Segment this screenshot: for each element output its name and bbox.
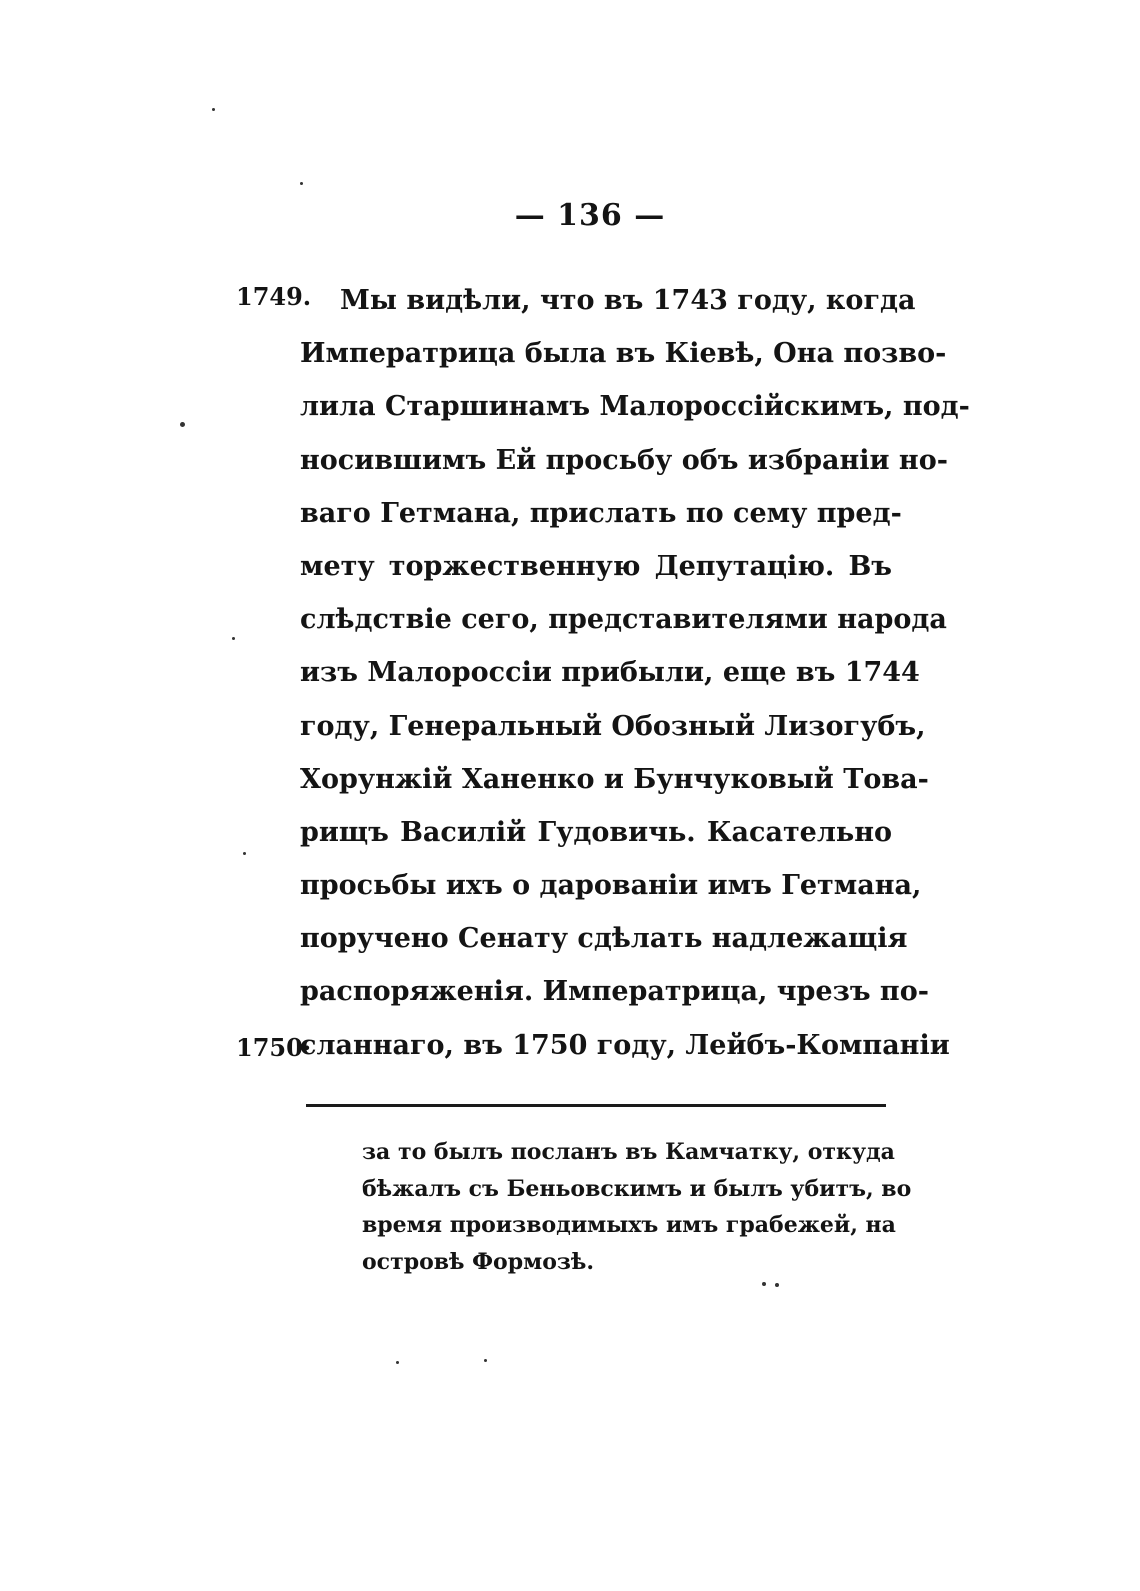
text-line: мету торжественную Депутацію. Въ	[300, 550, 892, 582]
scan-speck	[212, 108, 215, 111]
scan-speck	[762, 1282, 766, 1286]
footnote-line: за то былъ посланъ въ Камчатку, откуда	[362, 1139, 895, 1165]
footnote-block	[362, 1134, 912, 1280]
scan-speck	[396, 1361, 399, 1364]
text-line: году, Генеральный Обозный Лизогубъ,	[300, 710, 926, 742]
text-line: лила Старшинамъ Малороссійскимъ, под-	[300, 391, 970, 423]
main-text-block	[300, 274, 970, 1072]
text-line: рищъ Василій Гудовичь. Касательно	[300, 816, 892, 848]
footnote-divider	[306, 1104, 886, 1107]
scan-speck	[775, 1283, 779, 1287]
text-line: поручено Сенату сдѣлать надлежащія	[300, 923, 908, 955]
text-line: Императрица была въ Кіевѣ, Она позво-	[300, 338, 947, 370]
footnote-line: бѣжалъ съ Беньовскимъ и былъ убитъ, во	[362, 1175, 912, 1202]
text-line: слѣдствіе сего, представителями народа	[300, 604, 947, 636]
text-line: распоряженія. Императрица, чрезъ по-	[300, 976, 929, 1008]
scan-speck	[243, 852, 246, 855]
text-line: Хорунжій Ханенко и Бунчуковый Това-	[300, 763, 929, 795]
scan-speck	[484, 1359, 487, 1362]
scan-speck	[300, 182, 303, 185]
text-line: Мы видѣли, что въ 1743 году, когда	[340, 285, 916, 316]
text-line: изъ Малороссіи прибыли, еще въ 1744	[300, 657, 920, 689]
text-line: просьбы ихъ о дарованіи имъ Гетмана,	[300, 870, 922, 902]
footnote-line: островѣ Формозѣ.	[362, 1248, 595, 1275]
text-line: ваго Гетмана, прислать по сему пред-	[300, 497, 902, 529]
text-line: сланнаго, въ 1750 году, Лейбъ-Компаніи	[300, 1029, 950, 1061]
margin-year-1749: 1749.	[236, 282, 312, 311]
text-line: носившимъ Ей просьбу объ избраніи но-	[300, 444, 948, 476]
page-number: — 136 —	[514, 198, 666, 233]
margin-year-1750: 1750·	[236, 1033, 312, 1062]
scan-speck	[232, 637, 235, 640]
scan-speck	[180, 422, 185, 427]
footnote-line: время производимыхъ имъ грабежей, на	[362, 1212, 896, 1238]
